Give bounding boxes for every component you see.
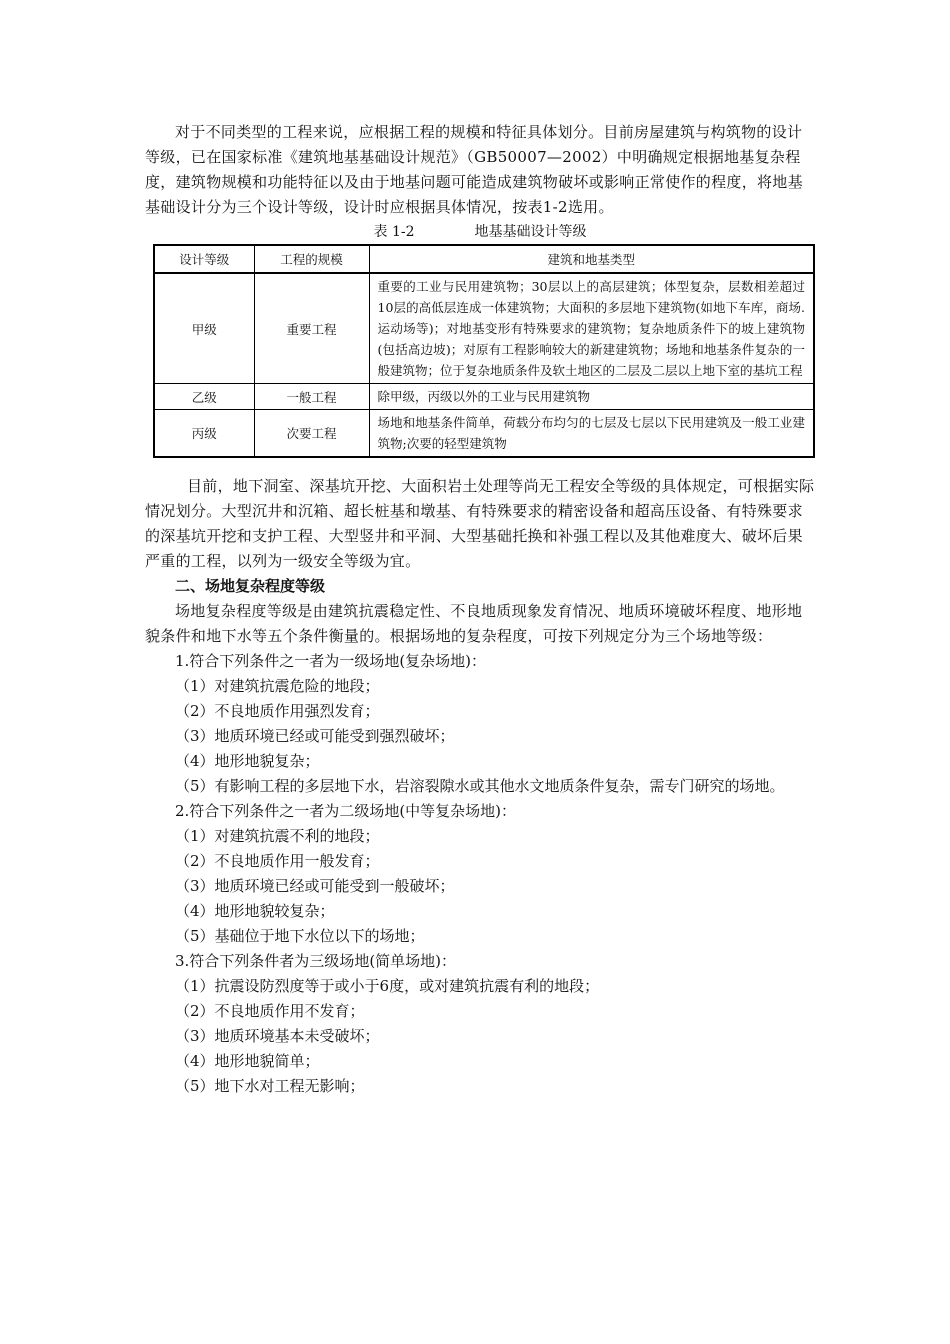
intro-paragraph: 对于不同类型的工程来说，应根据工程的规模和特征具体划分。目前房屋建筑与构筑物的设计等级，已在国家标准《建筑地基基础设计规范》（GB50007—2002）中明确规定根据地基复杂程度，建筑物规模和功能特征以及由于地基问题可能造成建筑物破坏或影响正常使作的程度，将地基基础设计分为三个设计等级，设计时应根据具体情况，按表1-2选用。 [145,123,803,216]
table-row [154,410,814,458]
list-item: （5）有影响工程的多层地下水，岩溶裂隙水或其他水文地质条件复杂，需专门研究的场地。 [175,777,785,795]
level-2-block [145,799,815,949]
table-header-types: 建筑和地基类型 [369,245,814,273]
table-caption-number: 表 1-2 [373,224,415,240]
level-title: 2.符合下列条件之一者为二级场地(中等复杂场地)： [175,802,517,820]
table-header-grade: 设计等级 [154,245,254,273]
table-row [154,273,814,384]
list-item: （2）不良地质作用一般发育； [175,852,380,870]
table-cell-types: 场地和地基条件简单，荷载分布均匀的七层及七层以下民用建筑及一般工业建筑物;次要的轻型建筑物 [369,410,814,458]
level-title: 3.符合下列条件者为三级场地(简单场地)： [175,952,457,970]
list-item: （3）地质环境基本未受破坏； [175,1027,380,1045]
table-cell-scale: 一般工程 [254,384,369,410]
table-caption [145,222,815,242]
table-header-scale: 工程的规模 [254,245,369,273]
list-item: （4）地形地貌较复杂； [175,902,335,920]
level-1-block [145,649,815,799]
list-item: （2）不良地质作用强烈发育； [175,702,380,720]
list-item: （3）地质环境已经或可能受到一般破坏； [175,877,455,895]
list-item: （2）不良地质作用不发育； [175,1002,365,1020]
list-item: （1）对建筑抗震不利的地段； [175,827,380,845]
list-item: （1）对建筑抗震危险的地段； [175,677,380,695]
list-item: （4）地形地貌简单； [175,1052,320,1070]
list-item: （1）抗震设防烈度等于或小于6度，或对建筑抗震有利的地段； [175,977,600,995]
table-cell-scale: 重要工程 [254,273,369,384]
table-cell-types: 重要的工业与民用建筑物；30层以上的高层建筑；体型复杂，层数相差超过10层的高低层连成一体建筑物；大面积的多层地下建筑物(如地下车库，商场.运动场等)；对地基变形有特殊要求的建筑物；复杂地质条件下的坡上建筑物(包括高边坡)；对原有工程影响较大的新建建筑物；场地和地基条件复杂的一般建筑物；位于复杂地质条件及软土地区的二层及二层以上地下室的基坑工程 [369,273,814,384]
list-item: （3）地质环境已经或可能受到强烈破坏； [175,727,455,745]
list-item: （5）地下水对工程无影响； [175,1077,365,1095]
level-title: 1.符合下列条件之一者为一级场地(复杂场地)： [175,652,487,670]
site-complexity-paragraph: 场地复杂程度等级是由建筑抗震稳定性、不良地质现象发育情况、地质环境破坏程度、地形地貌条件和地下水等五个条件衡量的。根据场地的复杂程度，可按下列规定分为三个场地等级： [145,602,803,645]
list-item: （5）基础位于地下水位以下的场地； [175,927,425,945]
list-item: （4）地形地貌复杂； [175,752,320,770]
document-page [145,120,815,1099]
table-row [154,384,814,410]
safety-grade-paragraph: 目前，地下洞室、深基坑开挖、大面积岩土处理等尚无工程安全等级的具体规定，可根据实际情况划分。大型沉井和沉箱、超长桩基和墩基、有特殊要求的精密设备和超高压设备、有特殊要求的深基坑开挖和支护工程、大型竖井和平洞、大型基础托换和补强工程以及其他难度大、破坏后果严重的工程，以列为一级安全等级为宜。 [145,477,815,570]
design-grade-table [153,244,815,458]
table-cell-grade: 乙级 [154,384,254,410]
table-cell-types: 除甲级，丙级以外的工业与民用建筑物 [369,384,814,410]
table-cell-grade: 丙级 [154,410,254,458]
section-heading: 二、场地复杂程度等级 [175,577,326,595]
table-header-row [154,245,814,273]
table-cell-grade: 甲级 [154,273,254,384]
level-3-block [145,949,815,1099]
table-cell-scale: 次要工程 [254,410,369,458]
table-caption-title: 地基基础设计等级 [474,224,587,240]
